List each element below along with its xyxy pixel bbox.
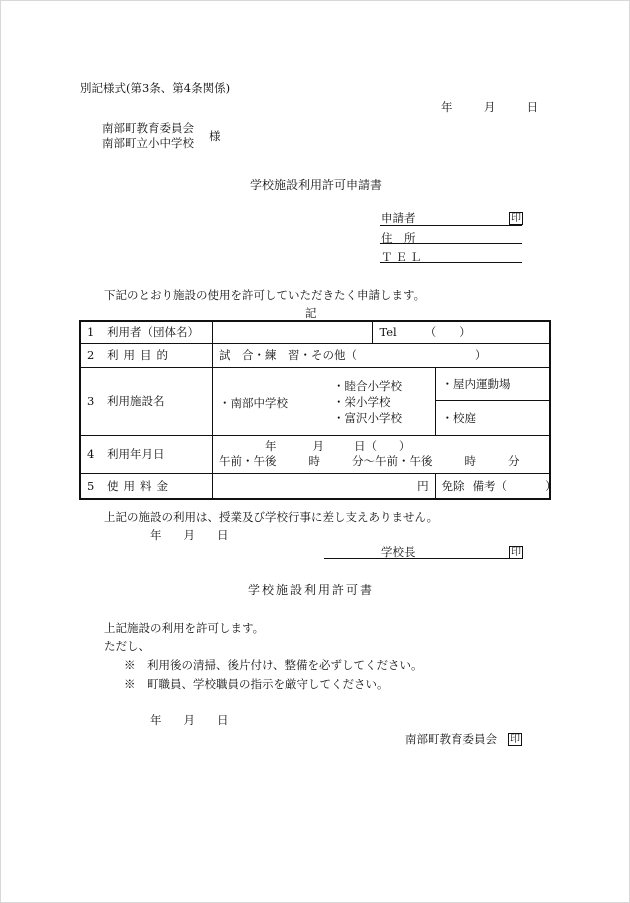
row-number: 1 [87, 325, 95, 340]
addressee-block [102, 121, 194, 151]
addressee-line2: 南部町立小中学校 [102, 136, 194, 150]
label-facility: 利用施設名 [107, 394, 165, 408]
time-line [219, 454, 543, 469]
use-day-close: ） [399, 439, 411, 453]
permit-text: 上記施設の利用を許可します。 [104, 621, 265, 635]
fee-cell[interactable] [213, 473, 436, 499]
principal-year: 年 [150, 528, 162, 542]
row-label [80, 367, 213, 435]
seal-mark: 印 [511, 547, 521, 558]
ki-heading: 記 [305, 306, 317, 320]
end-min: 分 [508, 454, 520, 468]
yen-unit: 円 [417, 478, 429, 493]
principal-date [150, 527, 229, 543]
label-purpose: 利用目的 [107, 348, 173, 362]
application-title: 学校施設利用許可申請書 [250, 178, 383, 192]
row-number: 2 [87, 348, 95, 362]
issuer-seal [508, 731, 522, 746]
permit-date [150, 712, 229, 728]
start-hour: 時 [308, 454, 320, 468]
table-row [80, 435, 550, 473]
tel-paren: （ ） [424, 325, 471, 340]
condition-2: ※ 町職員、学校職員の指示を厳守してください。 [124, 677, 389, 691]
school-nanbu-jhs[interactable]: ・南部中学校 [219, 395, 288, 410]
addressee-honorific: 様 [209, 129, 221, 143]
address-label: 住 所 [381, 231, 416, 245]
permit-title: 学校施設利用許可書 [248, 583, 375, 597]
principal-label: 学校長 [381, 545, 416, 559]
addressee-line1: 南部町教育委員会 [102, 121, 194, 135]
elementary-school-list [333, 378, 402, 426]
intro-text: 下記のとおり施設の使用を許可していただきたく申請します。 [104, 288, 426, 302]
label-fee: 使用料金 [107, 478, 173, 493]
user-name-cell[interactable] [213, 321, 373, 343]
permit-day: 日 [217, 713, 229, 727]
date-day: 日 [526, 100, 539, 114]
purpose-options: 試 合・練 習・その他（ [219, 348, 357, 362]
school-tomizawa[interactable]: ・富沢小学校 [333, 410, 402, 425]
school-sakae[interactable]: ・栄小学校 [333, 394, 391, 409]
tel-cell[interactable] [373, 321, 550, 343]
row-number: 5 [87, 478, 95, 493]
form-reference: 別記様式(第3条、第4条関係) [80, 81, 231, 95]
use-year: 年 [265, 439, 277, 453]
date-year: 年 [441, 100, 453, 114]
table-row [80, 367, 550, 400]
principal-underline [324, 558, 522, 559]
table-row [80, 321, 550, 343]
facility-yard[interactable]: ・校庭 [435, 400, 550, 435]
permit-month: 月 [183, 713, 195, 727]
issuer-name: 南部町教育委員会 [405, 732, 497, 746]
school-cell[interactable] [213, 367, 436, 435]
tel-label: ＴＥＬ [381, 250, 425, 264]
principal-day: 日 [217, 528, 229, 542]
row-number: 4 [87, 447, 95, 461]
applicant-underline [380, 225, 522, 226]
row-label [80, 343, 213, 367]
exempt-text: 免除 [441, 478, 465, 493]
date-time-cell[interactable] [213, 435, 551, 473]
row-number: 3 [87, 394, 95, 408]
table-row [80, 473, 550, 499]
date-header [441, 99, 538, 115]
row-label [80, 473, 213, 499]
seal-mark: 印 [510, 734, 520, 745]
start-min-to: 分～午前・午後 [352, 454, 433, 468]
application-table [79, 320, 557, 500]
condition-1: ※ 利用後の清掃、後片付け、整備を必ずしてください。 [124, 658, 423, 672]
row-label [80, 435, 213, 473]
permit-year: 年 [150, 713, 162, 727]
row-label [80, 321, 213, 343]
tel-underline [380, 262, 522, 263]
remarks-text: 備考（ [472, 478, 508, 493]
address-underline [380, 243, 522, 244]
facility-gym[interactable]: ・屋内運動場 [435, 367, 550, 400]
school-mutsuai[interactable]: ・睦合小学校 [333, 378, 402, 393]
date-line [219, 439, 543, 454]
date-month: 月 [483, 100, 496, 114]
exemption-cell[interactable] [435, 473, 557, 499]
label-user: 利用者（団体名） [107, 325, 199, 340]
principal-seal [509, 544, 523, 559]
note-text: 上記の施設の利用は、授業及び学校行事に差し支えありません。 [104, 510, 439, 524]
purpose-cell[interactable] [213, 343, 551, 367]
applicant-seal [509, 210, 523, 225]
use-day: 日（ [354, 439, 377, 453]
start-ampm: 午前・午後 [219, 454, 277, 468]
table-row [80, 343, 550, 367]
seal-mark: 印 [511, 213, 521, 224]
label-date: 利用年月日 [107, 447, 165, 461]
tel-text: Tel [379, 325, 397, 340]
principal-month: 月 [183, 528, 195, 542]
applicant-label: 申請者 [381, 211, 416, 225]
purpose-close: ） [475, 348, 487, 362]
provided-text: ただし、 [104, 639, 150, 653]
use-month: 月 [312, 439, 324, 453]
remarks-close: ） [545, 478, 557, 493]
end-hour: 時 [464, 454, 476, 468]
